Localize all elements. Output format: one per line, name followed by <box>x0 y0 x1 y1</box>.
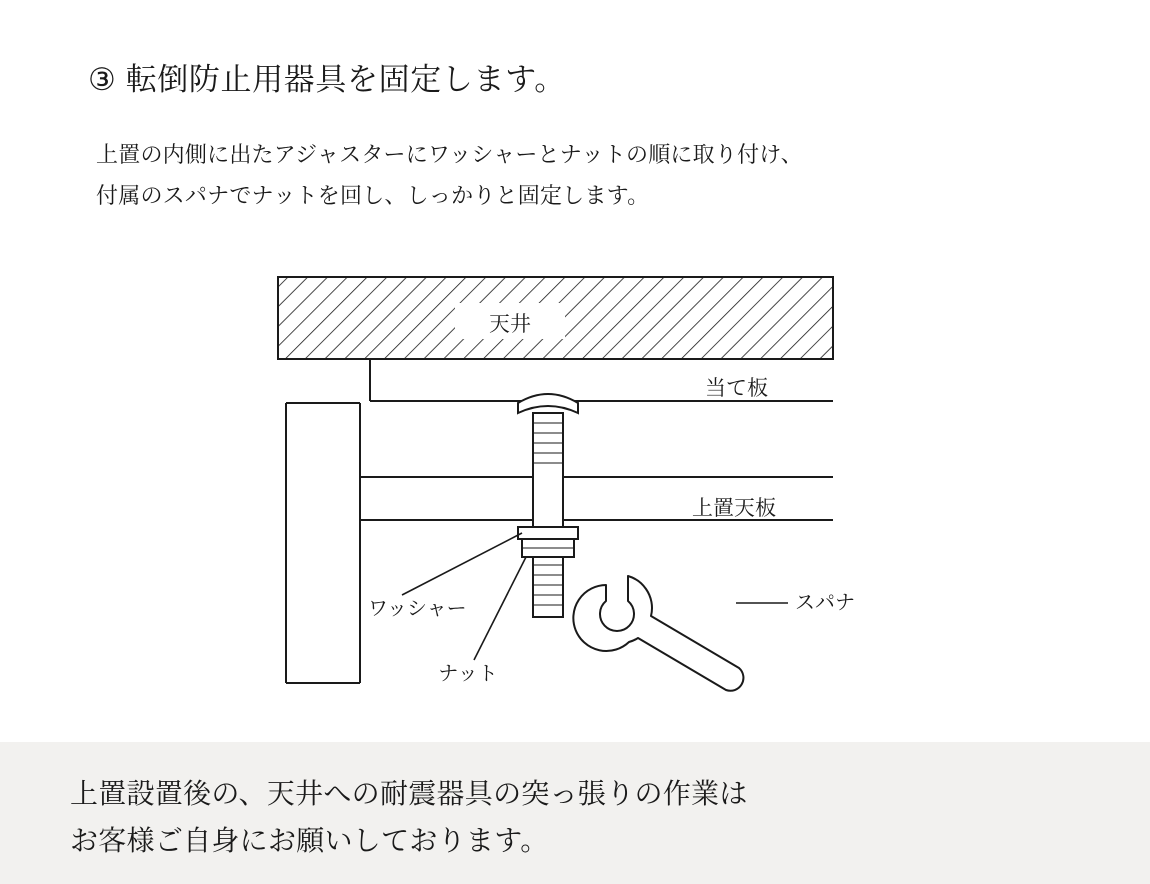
washer-part <box>518 527 578 539</box>
adjuster-bolt <box>518 394 578 617</box>
note-line-1: 上置設置後の、天井への耐震器具の突っ張りの作業は <box>70 778 748 809</box>
assembly-diagram <box>250 255 890 705</box>
label-nut: ナット <box>438 663 498 685</box>
note-line-2: お客様ご自身にお願いしております。 <box>70 825 549 857</box>
wrench-illustration <box>573 576 743 691</box>
page-title: ③ 転倒防止用器具を固定します。 <box>88 62 566 97</box>
nut-callout <box>438 557 526 685</box>
label-washer: ワッシャー <box>368 598 467 620</box>
label-backing-board: 当て板 <box>705 377 768 400</box>
instruction-body-line-2: 付属のスパナでナットを回し、しっかりと固定します。 <box>96 182 650 208</box>
nut-part <box>522 539 574 557</box>
cabinet-side-panel <box>286 403 360 683</box>
wrench-callout <box>736 592 855 614</box>
note-text <box>70 770 748 864</box>
backing-board <box>370 359 833 401</box>
upper-unit-top-panel <box>360 477 833 520</box>
ceiling-block <box>278 277 833 359</box>
instruction-body-line-1: 上置の内側に出たアジャスターにワッシャーとナットの順に取り付け、 <box>96 142 803 167</box>
label-wrench: スパナ <box>795 592 855 614</box>
label-ceiling: 天井 <box>489 313 531 336</box>
instruction-body <box>96 135 803 216</box>
washer-callout <box>368 533 522 620</box>
label-upper-unit-top-panel: 上置天板 <box>692 497 776 520</box>
